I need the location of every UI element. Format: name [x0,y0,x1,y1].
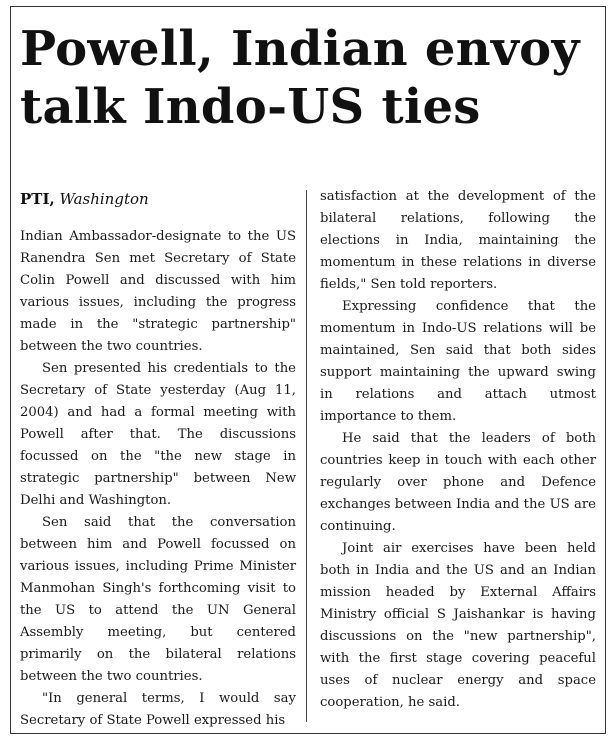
right-column [320,186,596,714]
left-paragraph-3: Sen said that the conversation between him and Powell focussed on various issues, including Prime Minister Manmohan Singh's forthcoming visit to the US to attend the UN General Assembly meeting, but centered primarily on the bilateral relations between the two countries. [20,515,296,684]
frame-right-rule [605,6,606,733]
left-paragraph-1: Indian Ambassador-designate to the US Ranendra Sen met Secretary of State Colin Powell and discussed with him various issues, including the progress made in the "strategic partnership" between the two countries. [20,229,296,354]
byline-agency: PTI, [20,190,55,208]
frame-left-rule [10,6,11,733]
byline-place: Washington [59,190,149,208]
column-divider [306,190,307,722]
left-column [20,226,296,732]
headline-line-1: Powell, Indian envoy [20,21,580,77]
left-paragraph-2: Sen presented his credentials to the Secretary of State yesterday (Aug 11, 2004) and had a formal meeting with Powell after that. The discussions focussed on the "the new stage in strategic partnership" between New Delhi and Washington. [20,361,296,508]
right-paragraph-4: Joint air exercises have been held both in India and the US and an Indian mission headed by External Affairs Ministry official S Jaishankar is having discussions on the "new partnership", with the first stage covering peaceful uses of nuclear energy and space cooperation, he said. [320,541,596,710]
right-paragraph-2: Expressing confidence that the momentum in Indo-US relations will be maintained, Sen said that both sides support maintaining the upward swing in relations and attach utmost importance to them. [320,299,596,424]
byline [20,188,300,210]
right-paragraph-1: satisfaction at the development of the bilateral relations, following the elections in India, maintaining the momentum in these relations in diverse fields," Sen told reporters. [320,189,596,292]
frame-bottom-rule [10,733,606,734]
headline [20,20,600,136]
left-paragraph-4: "In general terms, I would say Secretary of State Powell expressed his [20,691,296,728]
headline-line-2: talk Indo-US ties [20,79,481,135]
frame-top-rule [10,6,606,7]
right-paragraph-3: He said that the leaders of both countries keep in touch with each other regularly over phone and Defence exchanges between India and the US are continuing. [320,431,596,534]
